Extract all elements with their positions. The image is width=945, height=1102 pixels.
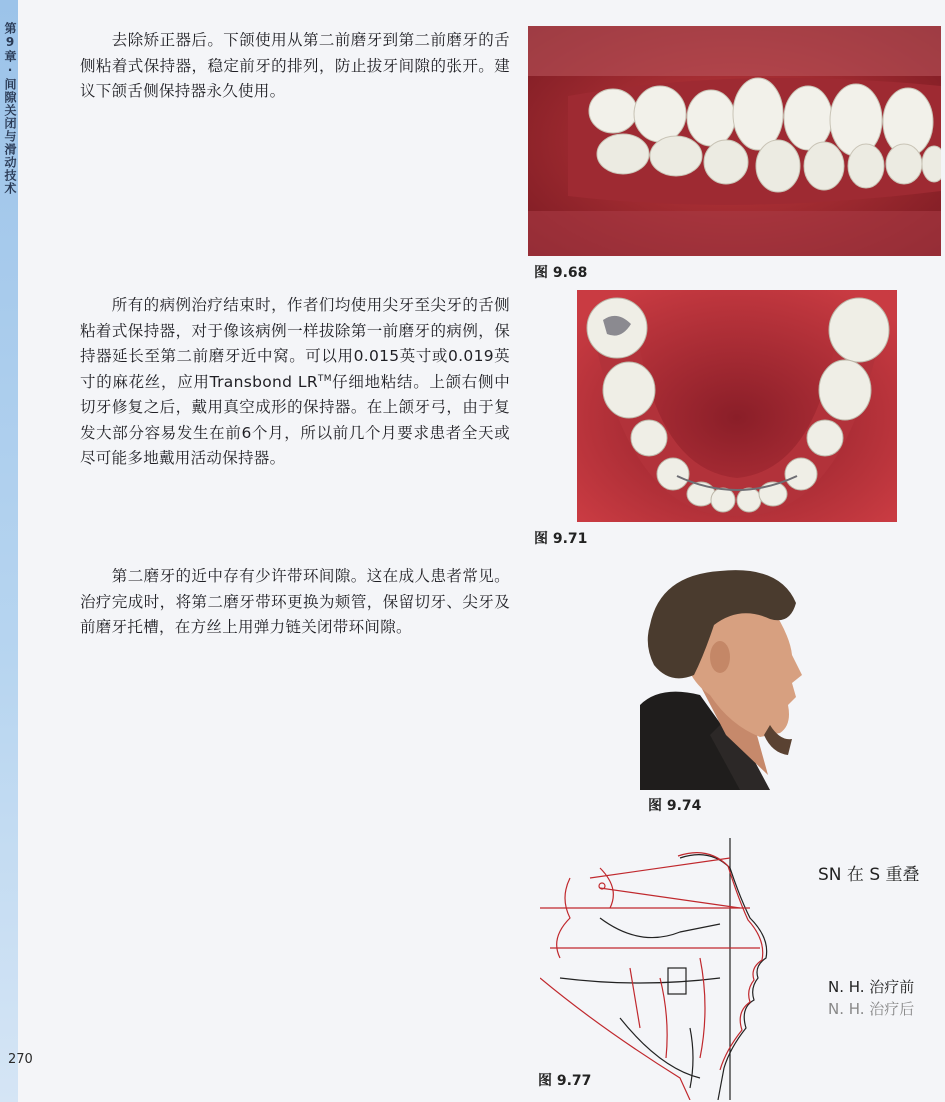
tracing-legend-before: N. H. 治疗前 bbox=[828, 978, 915, 996]
photo-intraoral-lateral bbox=[528, 26, 941, 256]
figure-caption: 图 9.77 bbox=[538, 1073, 592, 1089]
page-number: 270 bbox=[8, 1052, 33, 1067]
chapter-label: 第9章·间隙关闭与滑动技术 bbox=[3, 22, 17, 195]
photo-occlusal-lower-arch bbox=[577, 290, 897, 522]
paragraph-retainer-all-cases bbox=[80, 293, 510, 472]
figure-caption: 图 9.74 bbox=[648, 798, 702, 814]
photo-patient-profile bbox=[640, 565, 810, 790]
tracing-legend-after: N. H. 治疗后 bbox=[828, 1000, 915, 1018]
paragraph-band-space: 第二磨牙的近中存有少许带环间隙。这在成人患者常见。治疗完成时，将第二磨牙带环更换为颊管，保留切牙、尖牙及前磨牙托槽，在方丝上用弹力链关闭带环间隙。 bbox=[80, 567, 510, 636]
figure-caption: 图 9.68 bbox=[534, 265, 588, 281]
figure-caption: 图 9.71 bbox=[534, 531, 588, 547]
paragraph-text-before: 所有的病例治疗结束时，作者们均使用尖牙至尖牙的舌侧粘着式保持器，对于像该病例一样拔除第一前磨牙的病例，保持器延长至第二前磨牙近中窝。可以用0.015英寸或0.019英寸的麻花丝，应用Transbond LR bbox=[80, 296, 510, 391]
paragraph-retainer-lower: 去除矫正器后。下颌使用从第二前磨牙到第二前磨牙的舌侧粘着式保持器，稳定前牙的排列，防止拔牙间隙的张开。建议下颌舌侧保持器永久使用。 bbox=[80, 31, 510, 100]
trademark-sup: TM bbox=[317, 373, 332, 384]
paragraph-text-after: 仔细地粘结。上颌右侧中切牙修复之后，戴用真空成形的保持器。在上颌牙弓，由于复发大部分容易发生在前6个月，所以前几个月要求患者全天或尽可能多地戴用活动保持器。 bbox=[80, 372, 510, 467]
cephalometric-tracing bbox=[540, 828, 780, 1100]
tracing-legend-title: SN 在 S 重叠 bbox=[818, 865, 920, 885]
